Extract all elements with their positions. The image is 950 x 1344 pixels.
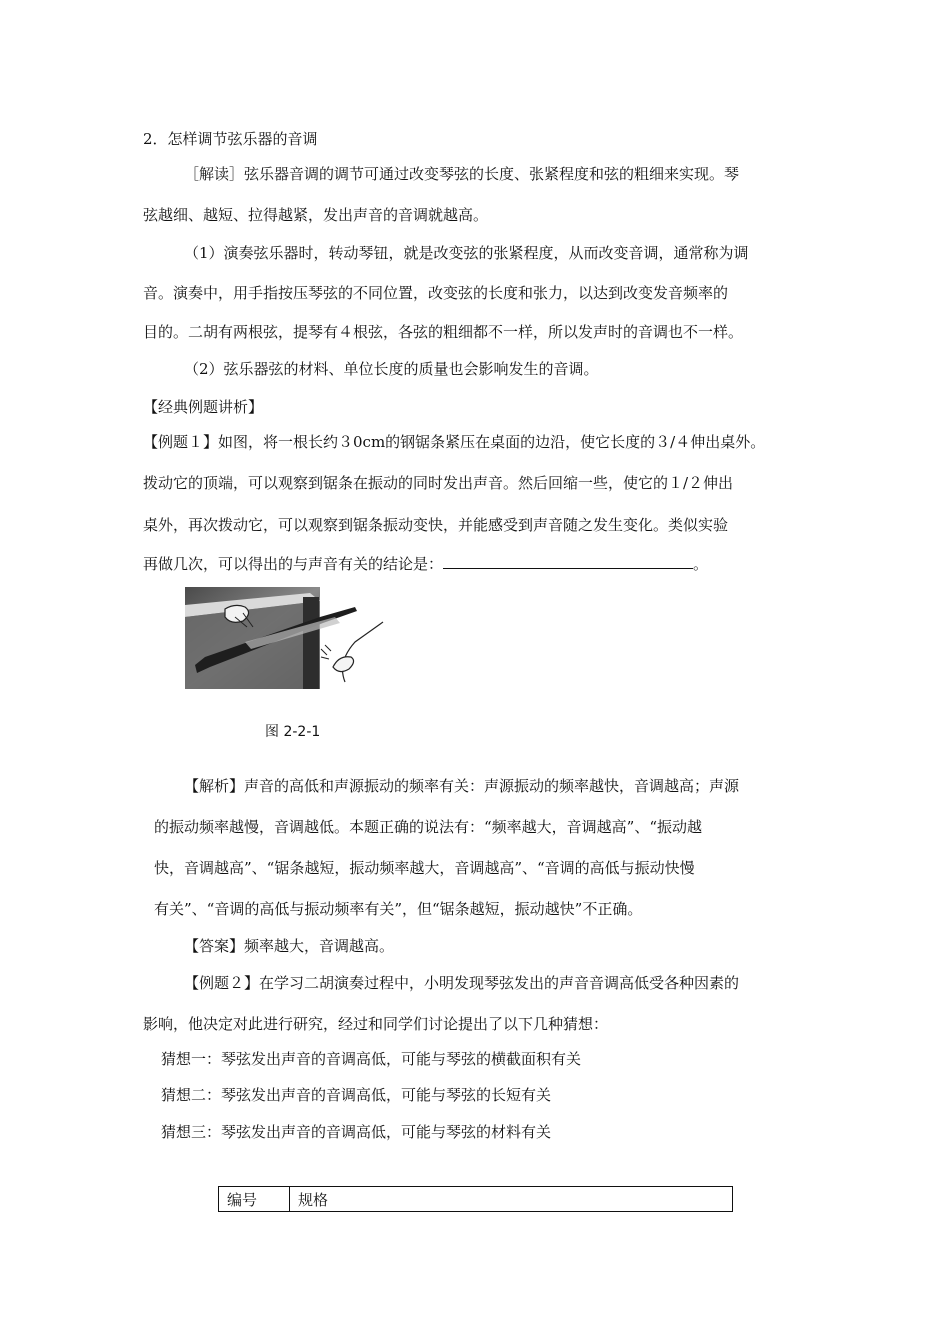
example2-line: 【例题２】在学习二胡演奏过程中，小明发现琴弦发出的声音音调高低受各种因素的 [184,974,740,992]
reading-para-line: 弦越细、越短、拉得越紧，发出声音的音调就越高。 [143,206,489,224]
table-header-spec: 规格 [290,1187,733,1212]
answer-line: 【答案】频率越大，音调越高。 [184,937,395,955]
analysis-line: 快，音调越高”、“锯条越短，振动频率越大，音调越高”、“音调的高低与振动快慢 [154,859,695,877]
table-header-row [219,1187,733,1212]
example1-line: 拨动它的顶端，可以观察到锯条在振动的同时发出声音。然后回缩一些，使它的１/２伸出 [143,474,734,492]
point-1-line: 音。演奏中，用手指按压琴弦的不同位置，改变弦的长度和张力，以达到改变发音频率的 [143,284,729,302]
example1-question: 再做几次，可以得出的与声音有关的结论是： [143,555,444,573]
example1-line: 桌外，再次拨动它，可以观察到锯条振动变快，并能感受到声音随之发生变化。类似实验 [143,516,729,534]
answer-blank[interactable] [443,554,693,569]
guess-2: 猜想二：琴弦发出声音的音调高低，可能与琴弦的长短有关 [161,1086,552,1104]
examples-heading: 【经典例题讲析】 [143,398,264,416]
saw-blade-figure [185,587,385,689]
figure-caption: 图 2-2-1 [265,724,321,740]
point-1-line: 目的。二胡有两根弦，提琴有４根弦，各弦的粗细都不一样，所以发声时的音调也不一样。 [143,323,744,341]
reading-para-line: ［解读］弦乐器音调的调节可通过改变琴弦的长度、张紧程度和弦的粗细来实现。琴 [184,165,740,183]
point-1-line: （1）演奏弦乐器时，转动琴钮，就是改变弦的张紧程度，从而改变音调，通常称为调 [184,244,749,262]
spec-table [218,1186,733,1212]
analysis-line: 的振动频率越慢，音调越低。本题正确的说法有：“频率越大，音调越高”、“振动越 [154,818,703,836]
section-heading: 2．怎样调节弦乐器的音调 [143,130,318,148]
table-header-number: 编号 [219,1187,290,1212]
analysis-line: 有关”、“音调的高低与振动频率有关”，但“锯条越短，振动越快”不正确。 [154,900,643,918]
example2-line: 影响，他决定对此进行研究，经过和同学们讨论提出了以下几种猜想： [143,1015,609,1033]
sentence-end: 。 [693,555,709,573]
point-2-line: （2）弦乐器弦的材料、单位长度的质量也会影响发生的音调。 [184,360,599,378]
guess-3: 猜想三：琴弦发出声音的音调高低，可能与琴弦的材料有关 [161,1123,552,1141]
guess-1: 猜想一：琴弦发出声音的音调高低，可能与琴弦的横截面积有关 [161,1050,582,1068]
analysis-line: 【解析】声音的高低和声源振动的频率有关：声源振动的频率越快，音调越高；声源 [184,777,740,795]
example1-line: 【例题１】如图，将一根长约３0cm的钢锯条紧压在桌面的边沿，使它长度的３/４伸出桌外。 [143,433,766,451]
example1-line [143,554,708,574]
